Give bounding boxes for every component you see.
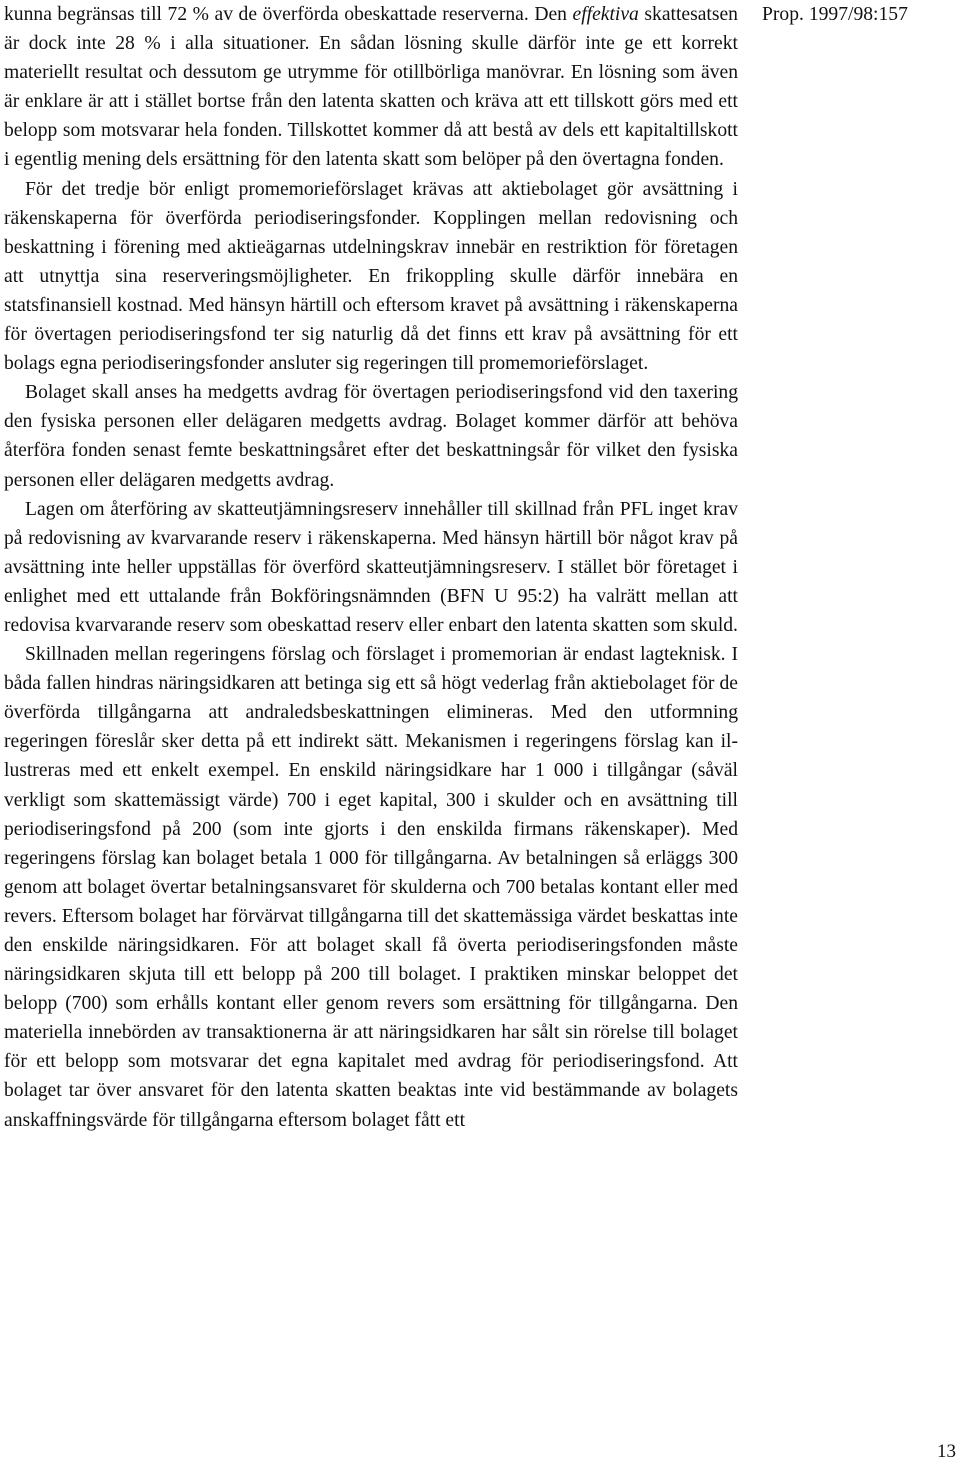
paragraph-4: Lagen om återföring av skatteutjämningsreserv innehåller till skillnad från PFL inget krav på redovisning av kvarvarande reserv i räkenskaperna. Med hänsyn härtill bör något krav på avsättning inte heller uppställas för överförd skatteutjämningsreserv. I stället bör företaget i enlighet med ett uttalande från Bokföringsnämnden (BFN U 95:2) ha valrätt mellan att redovisa kvarvarande reserv som obeskattad reserv eller enbart den latenta skatten som skuld. <box>4 498 738 636</box>
paragraph-3: Bolaget skall anses ha medgetts avdrag för övertagen periodiseringsfond vid den taxering den fysiska personen eller delägaren medgetts avdrag. Bolaget kommer därför att behöva återföra fonden senast femte beskattningsåret efter det beskattningsår för vilket den fysiska personen eller delägaren medgetts avdrag. <box>4 382 738 491</box>
body-text <box>4 0 738 1135</box>
paragraph-1-part-1: kunna begränsas till 72 % av de överförda obeskattade reserverna. Den <box>4 4 573 25</box>
paragraph-1 <box>4 0 738 175</box>
paragraph-1-part-3: skattesatsen är dock inte 28 % i alla situationer. En sådan lösning skulle därför inte ge ett korrekt materiellt resultat och dessutom ge utrymme för otillbörliga manövrar. En lösning som även är enklare är att i stället bortse från den latenta skatten och kräva att ett tillskott görs med ett belopp som motsvarar hela fonden. Tillskottet kommer då att bestå av dels ett kapitaltillskott i egentlig mening dels ersättning för den latenta skatt som belöper på den övertagna fonden. <box>4 4 738 171</box>
paragraph-2: För det tredje bör enligt promemorieförslaget krävas att aktiebolaget gör avsättning i räkenskaperna för överförda periodiseringsfonder. Kopplingen mellan redovisning och beskattning i förening med aktieägarnas utdelningskrav innebär en restriktion för företagen att utnyttja sina reserveringsmöjligheter. En frikoppling skulle därför innebära en statsfinansiell kostnad. Med hänsyn härtill och eftersom kravet på avsättning i räkenskaperna för övertagen periodiseringsfond ter sig naturlig då det finns ett krav på avsättning för ett bolags egna periodiseringsfonder ansluter sig regeringen till promemorieförslaget. <box>4 178 738 375</box>
proposition-reference: Prop. 1997/98:157 <box>762 4 908 25</box>
page-number: 13 <box>937 1441 956 1462</box>
paragraph-5: Skillnaden mellan regeringens förslag och förslaget i promemorian är endast lagteknisk. I båda fallen hindras näringsidkaren att betinga sig ett så högt vederlag från aktiebolaget för de överförda tillgångarna att andraledsbeskattningen elimineras. Med den utformning regeringen föreslår sker detta på ett indirekt sätt. Mekanismen i regeringens förslag kan illustreras med ett enkelt exempel. En enskild näringsidkare har 1 000 i tillgångar (såväl verkligt som skattemässigt värde) 700 i eget kapital, 300 i skulder och en avsättning till periodiseringsfond på 200 (som inte gjorts i den enskilda firmans räkenskaper). Med regeringens förslag kan bolaget betala 1 000 för tillgångarna. Av betalningen så erläggs 300 genom att bolaget övertar betalningsansvaret för skulderna och 700 betalas kontant eller med revers. Eftersom bolaget har förvärvat tillgångarna till det skattemässiga värdet beskattas inte den enskilde näringsidkaren. För att bolaget skall få överta periodiseringsfonden måste näringsidkaren skjuta till ett belopp på 200 till bolaget. I praktiken minskar beloppet det belopp (700) som erhålls kontant eller genom revers som ersättning för tillgångarna. Den materiella innebörden av transaktionerna är att näringsidkaren har sålt sin rörelse till bolaget för ett belopp som motsvarar det egna kapitalet med avdrag för periodiseringsfond. Att bolaget tar över ansvaret för den latenta skatten beaktas inte vid bestämmande av bolagets anskaffningsvärde för tillgångarna eftersom bolaget fått ett <box>4 644 738 1131</box>
emphasis-effektiva: effektiva <box>572 4 639 25</box>
